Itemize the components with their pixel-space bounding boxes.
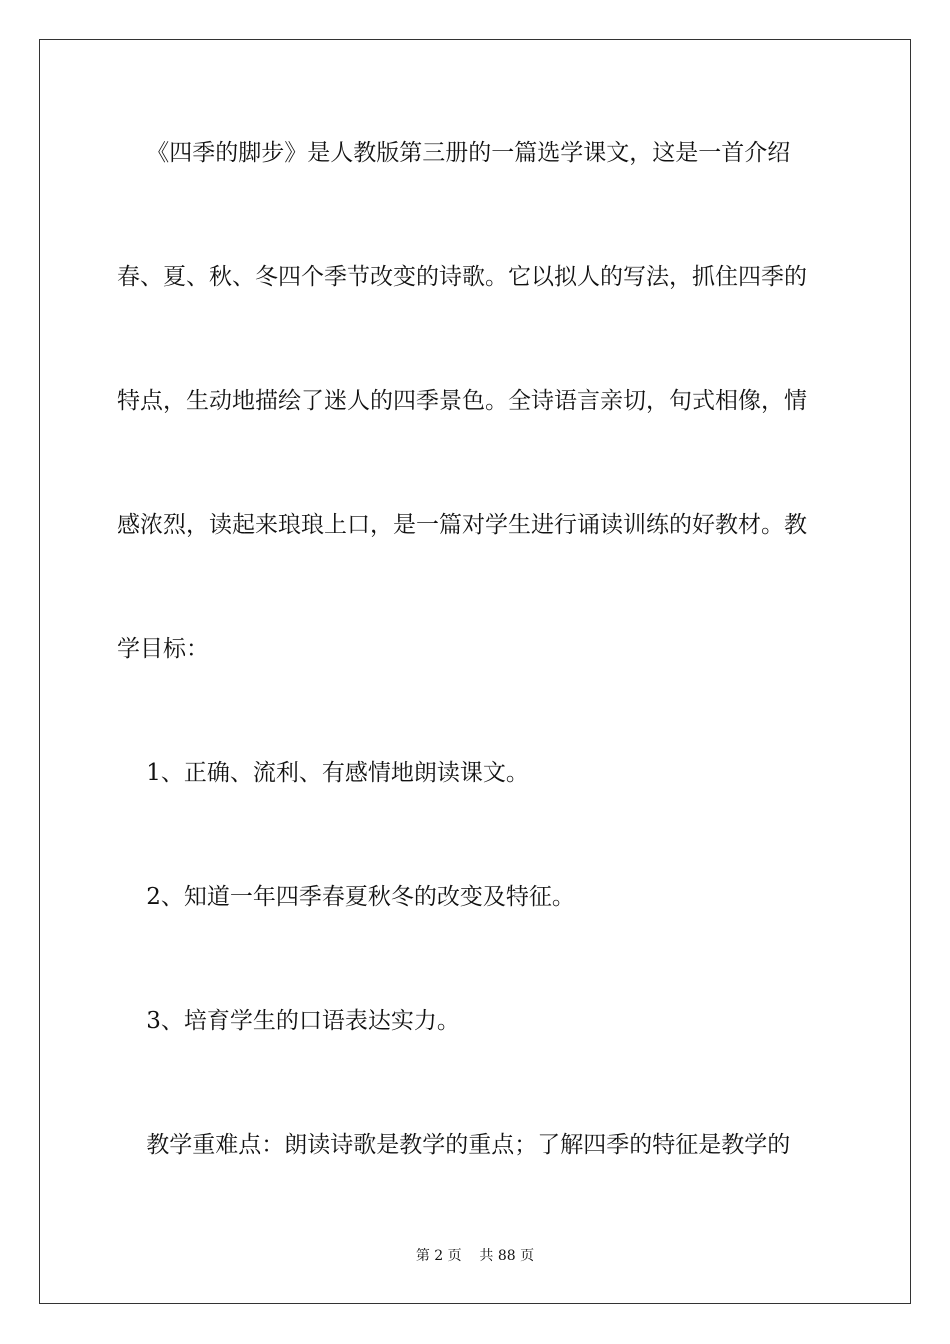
objective-item-3: 3、培育学生的口语表达实力。 — [117, 1008, 460, 1034]
paragraph-line-1: 《四季的脚步》是人教版第三册的一篇选学课文，这是一首介绍 — [117, 140, 791, 166]
objective-item-2: 2、知道一年四季春夏秋冬的改变及特征。 — [117, 884, 575, 910]
paragraph-line-3: 特点，生动地描绘了迷人的四季景色。全诗语言亲切，句式相像，情 — [117, 388, 807, 414]
objective-item-1: 1、正确、流利、有感情地朗读课文。 — [117, 760, 529, 786]
paragraph-line-2: 春、夏、秋、冬四个季节改变的诗歌。它以拟人的写法，抓住四季的 — [117, 264, 807, 290]
page-frame — [39, 39, 911, 1304]
page-number-footer: 第 2 页 共 88 页 — [415, 1248, 535, 1264]
key-points-line: 教学重难点：朗读诗歌是教学的重点；了解四季的特征是教学的 — [117, 1132, 791, 1158]
paragraph-line-4: 感浓烈，读起来琅琅上口，是一篇对学生进行诵读训练的好教材。教 — [117, 512, 807, 538]
paragraph-line-5: 学目标： — [117, 636, 209, 662]
